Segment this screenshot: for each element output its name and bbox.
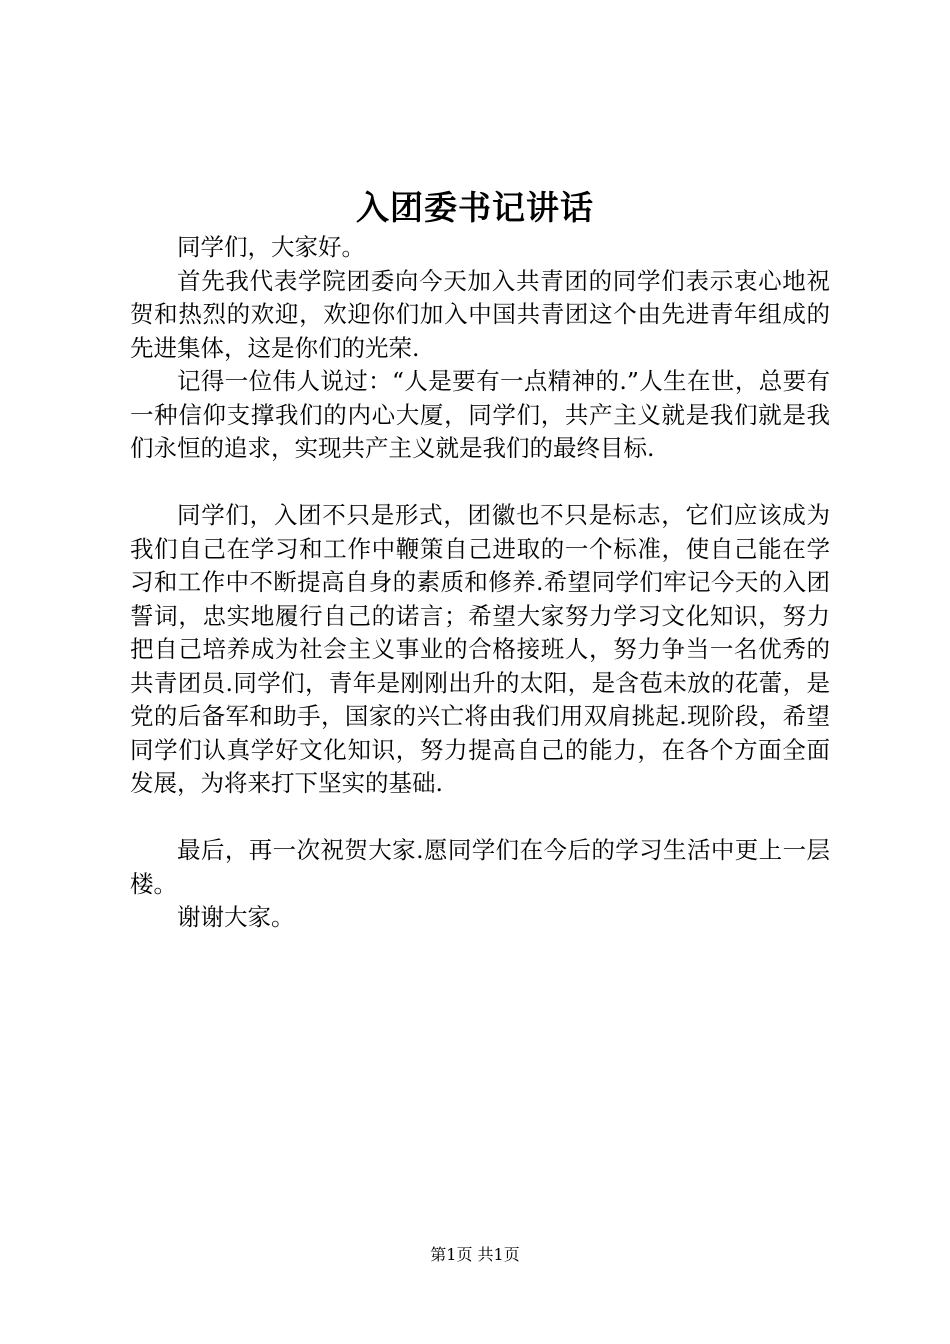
paragraph-congratulations: 首先我代表学院团委向今天加入共青团的同学们表示衷心地祝贺和热烈的欢迎，欢迎你们加入中国共青团这个由先进青年组成的先进集体，这是你们的光荣. <box>130 266 830 362</box>
paragraph-thanks: 谢谢大家。 <box>177 903 295 931</box>
paragraph-closing: 最后，再一次祝贺大家.愿同学们在今后的学习生活中更上一层楼。 <box>130 836 830 898</box>
document-body <box>130 231 830 935</box>
page-title: 入团委书记讲话 <box>356 188 594 227</box>
paragraph-quote: 记得一位伟人说过：“人是要有一点精神的.”人生在世，总要有一种信仰支撑我们的内心大厦，同学们，共产主义就是我们就是我们永恒的追求，实现共产主义就是我们的最终目标. <box>130 367 830 462</box>
paragraph-greeting: 同学们，大家好。 <box>177 233 365 261</box>
paragraph-expectations: 同学们，入团不只是形式，团徽也不只是标志，它们应该成为我们自己在学习和工作中鞭策自己进取的一个标准，使自己能在学习和工作中不断提高自身的素质和修养.希望同学们牢记今天的入团誓词，忠实地履行自己的诺言；希望大家努力学习文化知识，努力把自己培养成为社会主义事业的合格接班人，努力争当一名优秀的共青团员.同学们，青年是刚刚出升的太阳，是含苞未放的花蕾，是党的后备军和助手，国家的兴亡将由我们用双肩挑起.现阶段，希望同学们认真学好文化知识，努力提高自己的能力，在各个方面全面发展，为将来打下坚实的基础. <box>130 501 830 797</box>
page-number: 第1页 共1页 <box>430 1245 520 1264</box>
